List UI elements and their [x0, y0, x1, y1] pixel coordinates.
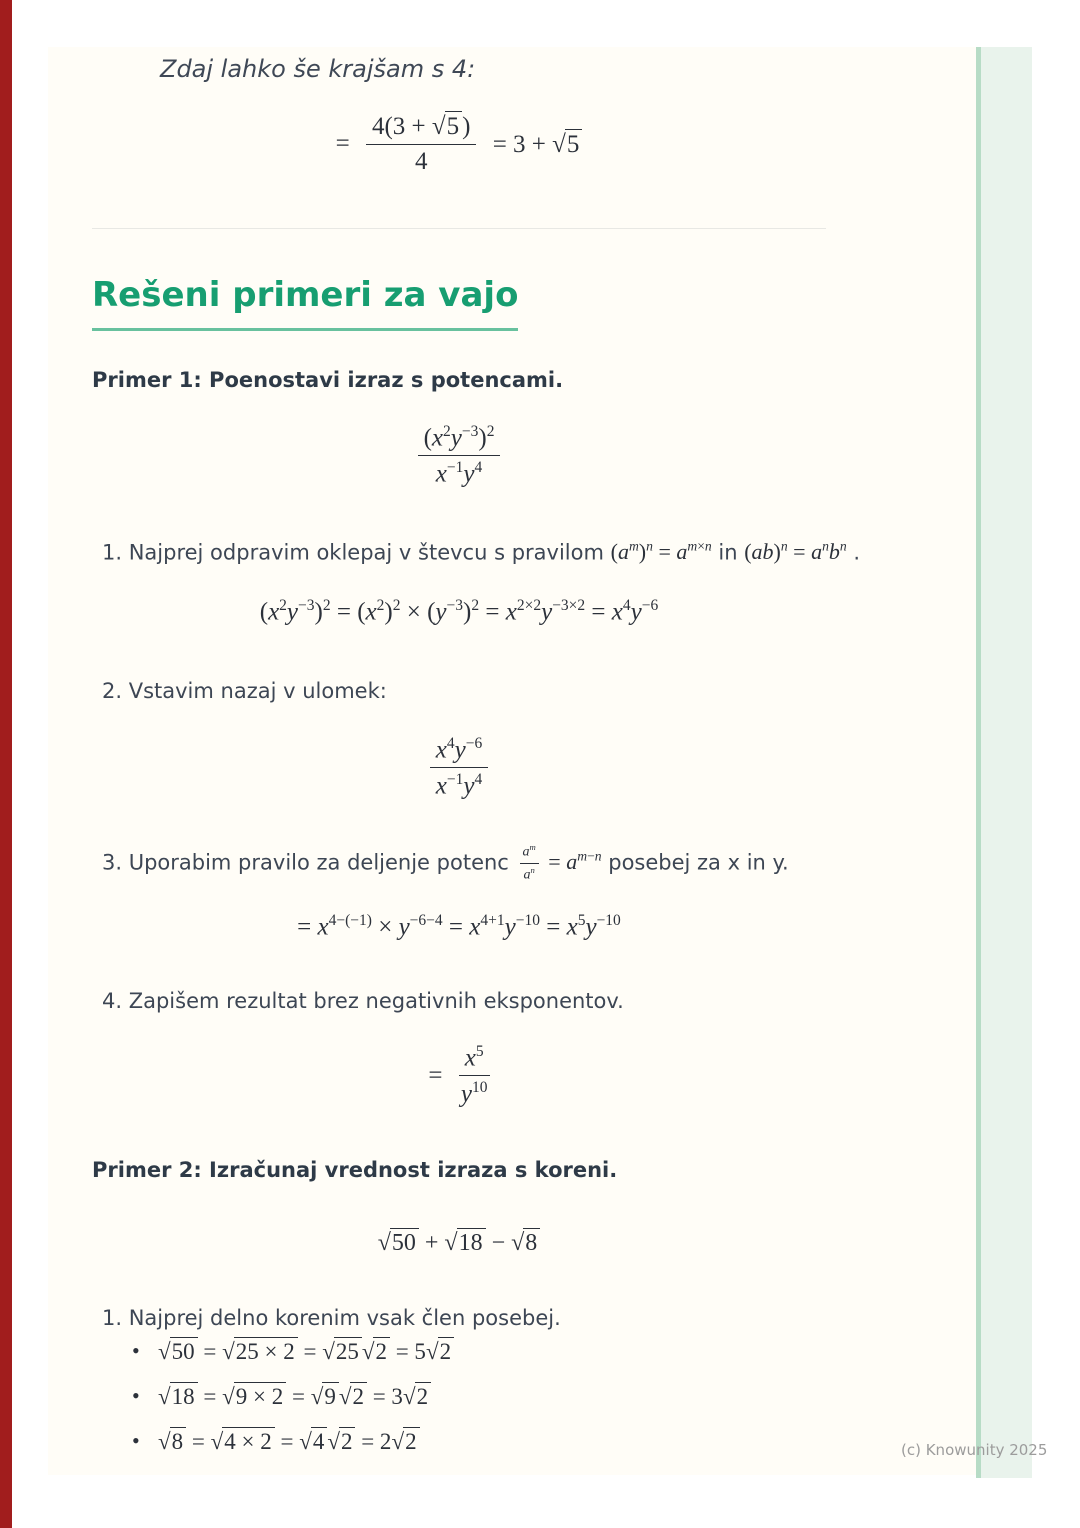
equals-sign: =: [428, 1061, 443, 1089]
example-2-bullet-list: [132, 1337, 454, 1472]
fraction-denominator: $x^{-1}y^4$: [435, 459, 483, 488]
example-1-expression: [92, 423, 826, 489]
step-text: posebej za x in y.: [601, 850, 789, 875]
list-item: • √18 = √9 × 2 = √9 √2 = 3√2: [132, 1382, 454, 1410]
inline-fraction: [520, 842, 539, 885]
page: [48, 47, 1032, 1475]
inline-math: = $a^{m-n}$: [542, 849, 602, 875]
formula-result: = 3 + √5: [493, 129, 583, 159]
example-1-step-2: 2. Vstavim nazaj v ulomek:: [102, 679, 387, 703]
left-red-accent-strip: [0, 0, 12, 1528]
fraction-denominator: $y^{10}$: [460, 1079, 488, 1108]
step-text: in: [711, 540, 745, 565]
example-1-step-1: [102, 538, 860, 567]
example-1-heading: Primer 1: Poenostavi izraz s potencami.: [92, 368, 564, 392]
fraction-denominator: 4: [414, 148, 428, 175]
fraction: [418, 423, 501, 489]
fraction-numerator: 4(3 + √5 ): [366, 111, 477, 145]
example-1-step-2-formula: [92, 735, 826, 801]
inline-math: $(ab)^n = a^nb^n$: [744, 539, 847, 565]
example-2-expression: √50 + √18 − √8: [92, 1228, 826, 1257]
fraction-denominator: $a^n$: [523, 864, 535, 883]
example-1-step-4: 4. Zapišem rezultat brez negativnih eksponentov.: [102, 989, 624, 1013]
example-2-heading: Primer 2: Izračunaj vrednost izraza s koreni.: [92, 1158, 618, 1182]
copyright-watermark: (c) Knowunity 2025: [901, 1441, 1048, 1459]
section-title-wrap: [92, 275, 518, 331]
fraction-numerator: $x^4y^{-6}$: [430, 735, 488, 768]
handwritten-note: Zdaj lahko še krajšam s 4:: [160, 55, 476, 83]
step-text: 1. Najprej odpravim oklepaj v števcu s pravilom: [102, 540, 611, 565]
step-text: 3. Uporabim pravilo za deljenje potenc: [102, 850, 516, 875]
example-1-result: [92, 1043, 826, 1109]
fraction-numerator: $x^5$: [459, 1043, 490, 1076]
inline-math: $(a^m)^n = a^{m\times n}$: [610, 539, 712, 565]
example-1-step-1-formula: $(x^2y^{-3})^2 = (x^2)^2 \times (y^{-3})^2 = x^{2\times 2}y^{-3\times 2} = x^4y^{-6}$: [259, 597, 659, 626]
fraction: [459, 1043, 490, 1109]
fraction: [366, 111, 477, 176]
section-title: Rešeni primeri za vajo: [92, 275, 518, 331]
example-1-step-3-formula: = $x^{4-(-1)} \times y^{-6-4} = x^{4+1}y^{-10} = x^5y^{-10}$: [297, 912, 621, 941]
step-text: .: [846, 540, 861, 565]
right-green-margin-strip: [976, 47, 1032, 1478]
equals-sign: =: [335, 129, 350, 157]
list-item: • √8 = √4 × 2 = √4 √2 = 2√2: [132, 1427, 454, 1455]
fraction-denominator: $x^{-1}y^4$: [435, 771, 483, 800]
example-2-step-1: 1. Najprej delno korenim vsak člen posebej.: [102, 1306, 561, 1330]
list-item: • √50 = √25 × 2 = √25 √2 = 5√2: [132, 1337, 454, 1365]
section-divider: [92, 228, 826, 229]
example-1-step-3: [102, 842, 789, 885]
intro-formula: [92, 111, 826, 176]
fraction: [430, 735, 488, 801]
fraction-numerator: $a^m$: [520, 842, 539, 864]
fraction-numerator: $(x^2y^{-3})^2$: [418, 423, 501, 456]
